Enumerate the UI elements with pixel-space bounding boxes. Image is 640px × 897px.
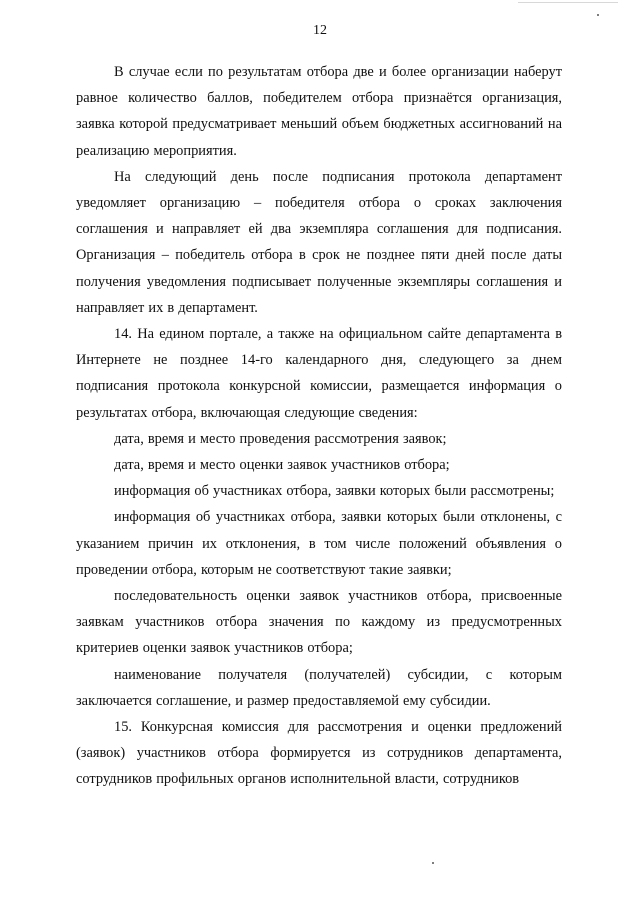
list-item-review-date: дата, время и место проведения рассмотрения заявок; — [114, 430, 447, 447]
list-item-reviewed-participants: информация об участниках отбора, заявки которых были рассмотрены; — [114, 483, 555, 500]
page-number: 12 — [313, 23, 327, 38]
scan-speck — [597, 14, 599, 16]
list-item-rejected-participants: информация об участниках отбора, заявки которых были отклонены, с указанием причин их отклонения, в том числе положений объявления о проведении отбора, которым не соответствуют такие заявки; — [76, 509, 562, 578]
paragraph-14-publication: 14. На едином портале, а также на официальном сайте департамента в Интернете не позднее 14-го календарного дня, следующего за днем подписания протокола конкурсной комиссии, размещается информация о результатах отбора, включающая следующие сведения: — [76, 326, 562, 421]
list-item-evaluation-date: дата, время и место оценки заявок участников отбора; — [114, 457, 450, 474]
paragraph-tie-rule: В случае если по результатам отбора две и более организации наберут равное количество баллов, победителем отбора признаётся организация, заявка которой предусматривает меньший объем бюджетных ассигнований на реализацию мероприятия. — [76, 64, 562, 159]
scan-edge-line — [518, 2, 618, 3]
paragraph-notification: На следующий день после подписания протокола департамент уведомляет организацию – победителя отбора о сроках заключения соглашения и направляет ей два экземпляра соглашения для подписания. Организация – победитель отбора в срок не позднее пяти дней после даты получения уведомления подписывает полученные экземпляры соглашения и направляет их в департамент. — [76, 168, 562, 316]
document-body — [76, 59, 562, 793]
paragraph-15-commission: 15. Конкурсная комиссия для рассмотрения и оценки предложений (заявок) участников отбора формируется из сотрудников департамента, сотрудников профильных органов исполнительной власти, сотрудников — [76, 719, 562, 788]
list-item-recipient: наименование получателя (получателей) субсидии, с которым заключается соглашение, и размер предоставляемой ему субсидии. — [76, 666, 562, 709]
list-item-evaluation-sequence: последовательность оценки заявок участников отбора, присвоенные заявкам участников отбора значения по каждому из предусмотренных критериев оценки заявок участников отбора; — [76, 588, 562, 657]
scan-speck — [432, 862, 434, 864]
